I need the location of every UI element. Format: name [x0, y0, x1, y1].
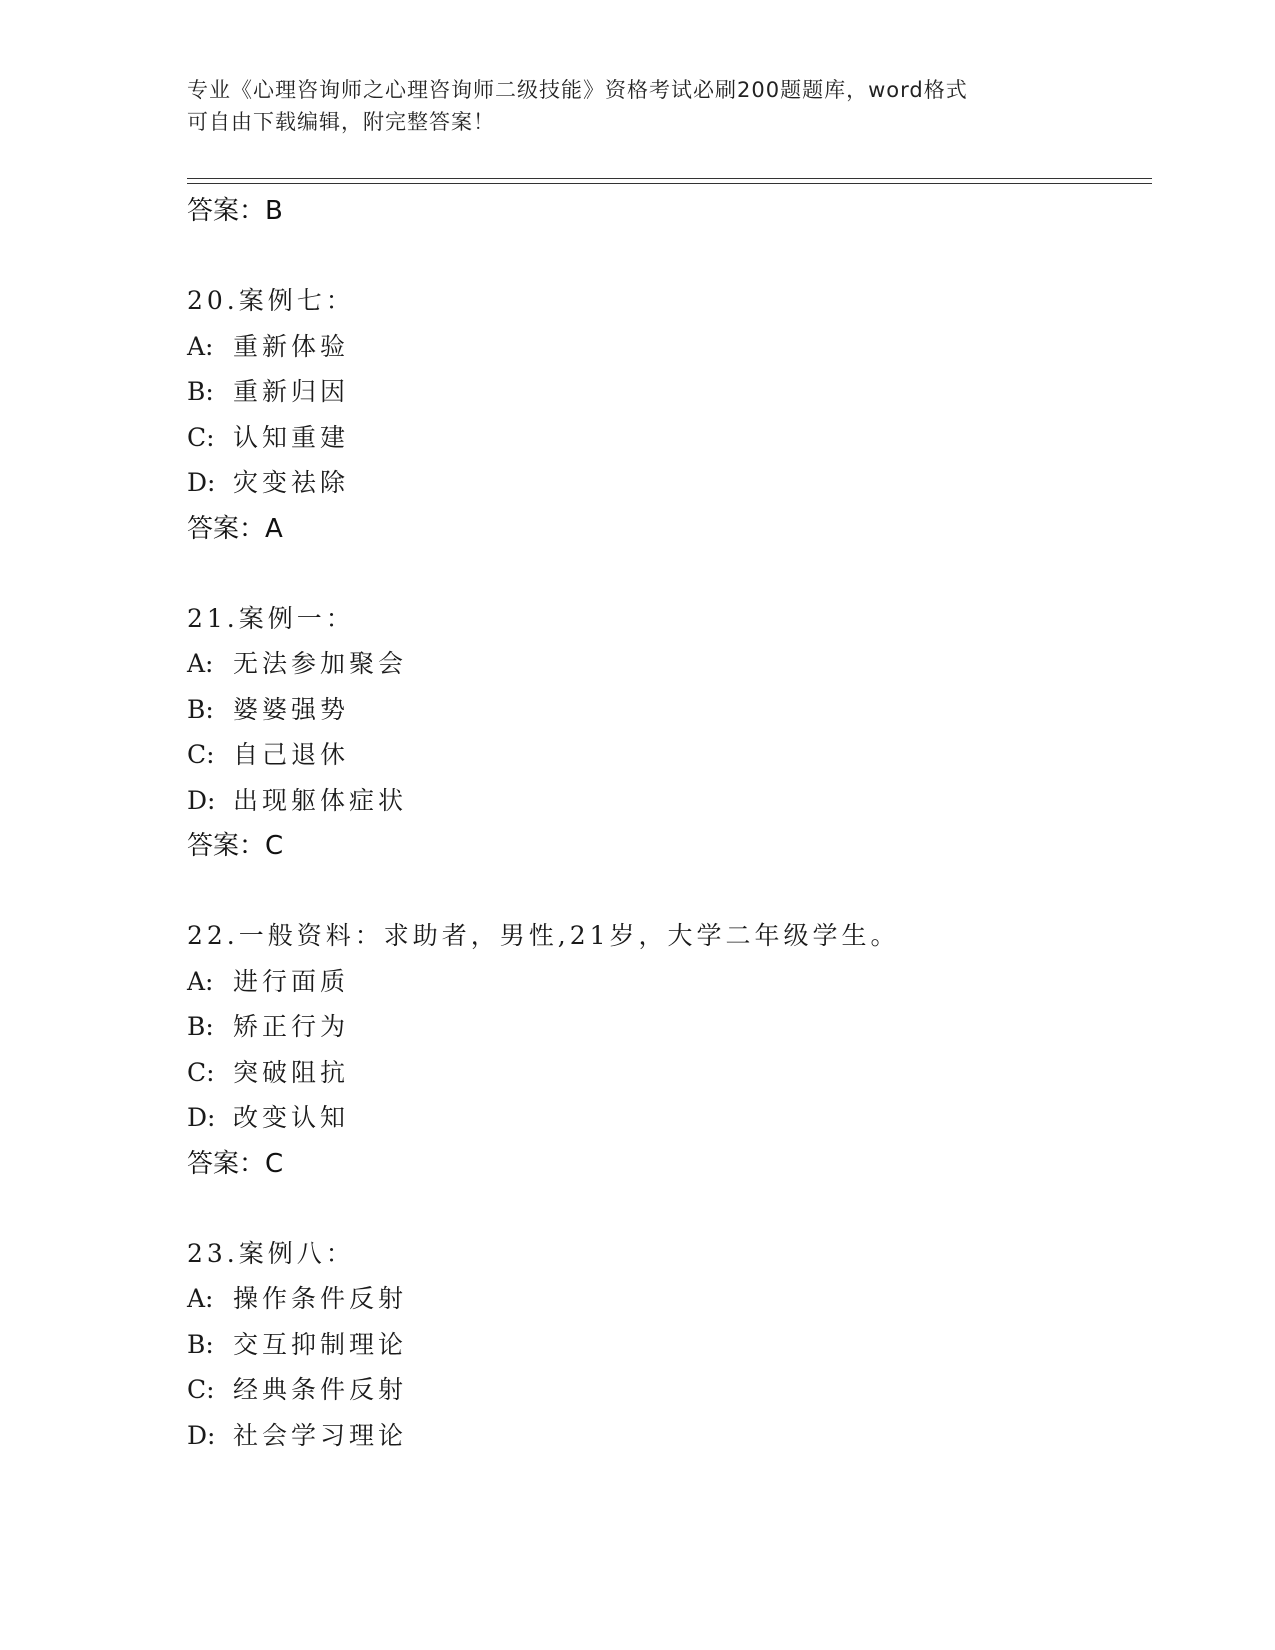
- question-20: [187, 278, 1147, 552]
- option-key: B:: [187, 1329, 214, 1359]
- option-a: [187, 959, 1147, 1005]
- option-a: [187, 1276, 1147, 1322]
- answer-line: 答案：C: [187, 1148, 284, 1179]
- header-line-1: 专业《心理咨询师之心理咨询师二级技能》资格考试必刷200题题库，word格式: [187, 78, 968, 102]
- answer-line: 答案：A: [187, 513, 283, 544]
- header-divider-top: [187, 178, 1152, 179]
- question-gap: [187, 869, 1147, 913]
- option-d: [187, 1095, 1147, 1141]
- question-list: [187, 188, 1147, 1458]
- question-gap: [187, 552, 1147, 596]
- option-c: [187, 1050, 1147, 1096]
- option-d: [187, 1413, 1147, 1459]
- option-d: [187, 460, 1147, 506]
- document-header: [187, 74, 1087, 138]
- option-key: C:: [187, 1057, 215, 1087]
- option-text: 重新体验: [233, 331, 350, 361]
- option-key: D:: [187, 785, 216, 815]
- question-title: 22.一般资料：求助者，男性,21岁，大学二年级学生。: [187, 921, 900, 950]
- option-text: 灾变祛除: [233, 468, 350, 497]
- question-gap: [187, 234, 1147, 278]
- previous-answer: 答案：B: [187, 196, 283, 226]
- option-key: A:: [187, 966, 214, 996]
- option-b: [187, 1004, 1147, 1050]
- option-b: [187, 369, 1147, 415]
- option-text: 认知重建: [233, 422, 350, 452]
- option-text: 操作条件反射: [233, 1284, 408, 1313]
- option-text: 婆婆强势: [233, 694, 350, 724]
- option-text: 出现躯体症状: [233, 785, 408, 815]
- option-d: [187, 778, 1147, 824]
- question-title: 20.案例七：: [187, 286, 355, 315]
- option-text: 重新归因: [233, 377, 350, 406]
- option-text: 矫正行为: [233, 1012, 350, 1041]
- option-key: A:: [187, 331, 214, 361]
- question-gap: [187, 1187, 1147, 1231]
- option-b: [187, 687, 1147, 733]
- option-c: [187, 1367, 1147, 1413]
- option-key: B:: [187, 377, 214, 406]
- option-key: C:: [187, 740, 215, 769]
- option-key: D:: [187, 468, 216, 497]
- option-key: B:: [187, 694, 214, 724]
- option-c: [187, 415, 1147, 461]
- question-23: [187, 1231, 1147, 1459]
- option-text: 改变认知: [233, 1103, 350, 1132]
- option-key: A:: [187, 1284, 214, 1313]
- question-title: 23.案例八：: [187, 1238, 355, 1268]
- option-text: 进行面质: [233, 966, 350, 996]
- header-line-2: 可自由下载编辑，附完整答案！: [187, 110, 495, 134]
- option-text: 社会学习理论: [233, 1420, 408, 1450]
- option-a: [187, 324, 1147, 370]
- option-a: [187, 641, 1147, 687]
- option-key: C:: [187, 1375, 215, 1404]
- header-divider-bottom: [187, 183, 1152, 184]
- answer-line: 答案：C: [187, 831, 284, 861]
- option-key: D:: [187, 1103, 216, 1132]
- option-text: 交互抑制理论: [233, 1329, 408, 1359]
- option-c: [187, 732, 1147, 778]
- option-key: B:: [187, 1012, 214, 1041]
- option-text: 经典条件反射: [233, 1375, 408, 1404]
- option-text: 自己退休: [233, 740, 350, 769]
- question-title: 21.案例一：: [187, 603, 355, 633]
- question-22: [187, 913, 1147, 1187]
- option-key: C:: [187, 422, 215, 452]
- option-b: [187, 1322, 1147, 1368]
- option-key: D:: [187, 1420, 216, 1450]
- question-21: [187, 596, 1147, 870]
- option-text: 无法参加聚会: [233, 649, 408, 678]
- option-key: A:: [187, 649, 214, 678]
- option-text: 突破阻抗: [233, 1057, 350, 1087]
